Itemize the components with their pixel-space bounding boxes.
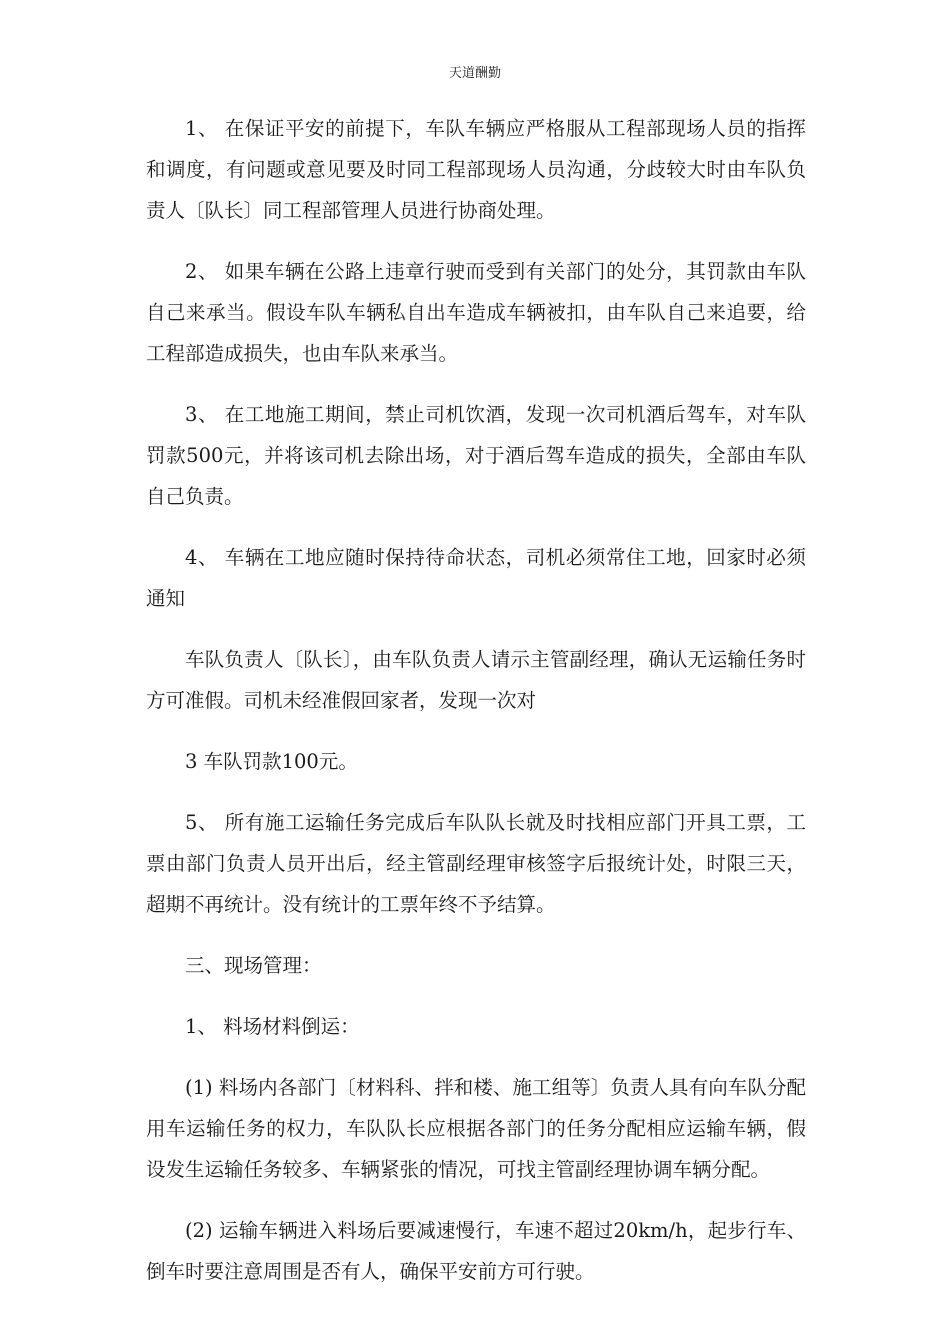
paragraph: 4、 车辆在工地应随时保持待命状态，司机必须常住工地，回家时必须通知 [146,546,806,610]
page-header: 天道酬勤 [448,66,501,81]
paragraph: (2) 运输车辆进入料场后要减速慢行，车速不超过20km/h，起步行车、倒车时要注意周围是否有人，确保平安前方可行驶。 [146,1219,806,1283]
paragraph: 3、 在工地施工期间，禁止司机饮酒，发现一次司机酒后驾车，对车队罚款500元，并将该司机去除出场，对于酒后驾车造成的损失，全部由车队自己负责。 [146,403,806,508]
paragraph: 1、 在保证平安的前提下，车队车辆应严格服从工程部现场人员的指挥和调度，有问题或意见要及时同工程部现场人员沟通，分歧较大时由车队负责人〔队长〕同工程部管理人员进行协商处理。 [146,117,806,222]
paragraph: 车队负责人〔队长〕，由车队负责人请示主管副经理，确认无运输任务时方可准假。司机未经准假回家者，发现一次对 [146,648,806,712]
subsection-heading: 1、 料场材料倒运： [185,1015,360,1038]
paragraph: 3 车队罚款100元。 [185,750,358,773]
document-body [146,108,806,1312]
paragraph: 5、 所有施工运输任务完成后车队队长就及时找相应部门开具工票，工票由部门负责人员开出后，经主管副经理审核签字后报统计处，时限三天，超期不再统计。没有统计的工票年终不予结算。 [146,811,806,916]
section-heading: 三、现场管理： [185,954,322,977]
paragraph: (1) 料场内各部门〔材料科、拌和楼、施工组等〕负责人具有向车队分配用车运输任务的权力，车队队长应根据各部门的任务分配相应运输车辆，假设发生运输任务较多、车辆紧张的情况，可找主管副经理协调车辆分配。 [146,1076,806,1181]
paragraph: 2、 如果车辆在公路上违章行驶而受到有关部门的处分，其罚款由车队自己来承当。假设车队车辆私自出车造成车辆被扣，由车队自己来追要，给工程部造成损失，也由车队来承当。 [146,260,806,365]
